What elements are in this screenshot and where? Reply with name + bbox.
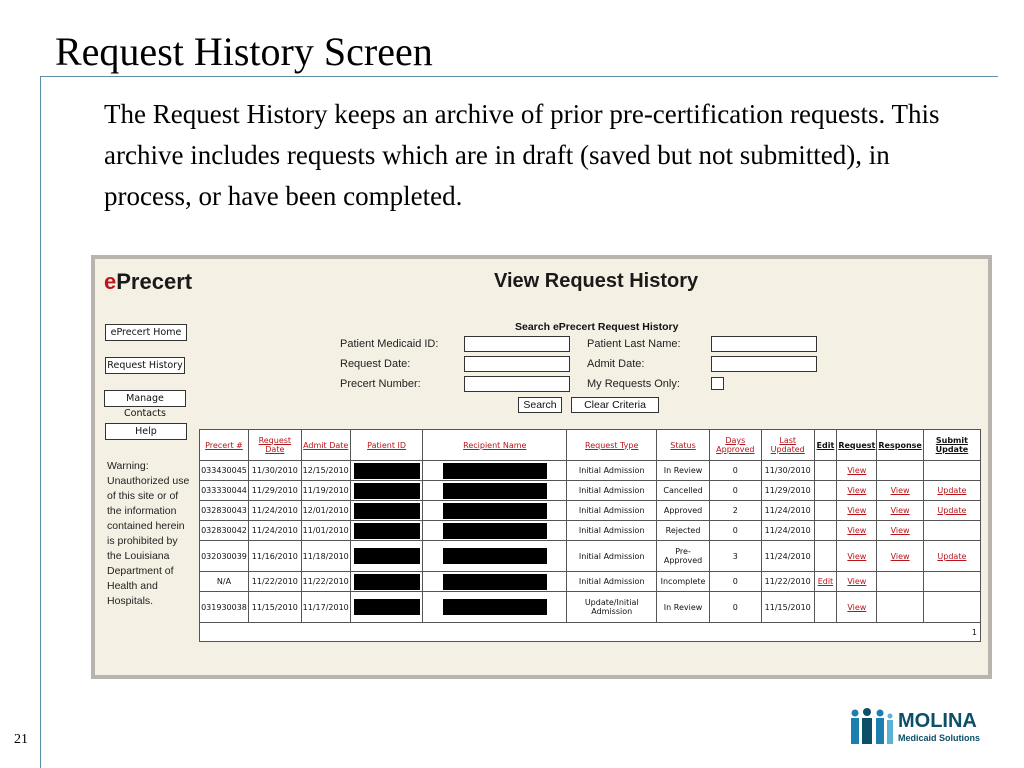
warning-text: Warning: Unauthorized use of this site or of the information contained herein is prohibited by the Louisiana Department of Health and Hospitals. (107, 460, 190, 607)
submit-update-link (923, 461, 980, 481)
col-last-updated[interactable]: Last Updated (761, 430, 814, 461)
request-type-cell: Initial Admission (567, 461, 657, 481)
nav-request-history[interactable]: Request History (105, 357, 185, 374)
last-updated-cell: 11/30/2010 (761, 461, 814, 481)
precert-cell: 032830043 (200, 501, 249, 521)
col-edit: Edit (814, 430, 837, 461)
request-type-cell: Update/Initial Admission (567, 592, 657, 623)
status-cell: Rejected (657, 521, 710, 541)
slide-title: Request History Screen (55, 29, 433, 74)
redaction-bar (354, 483, 420, 499)
recipient-name-cell (423, 592, 567, 623)
recipient-name-cell (423, 501, 567, 521)
slide-number: 21 (14, 732, 28, 747)
col-precert[interactable]: Precert # (200, 430, 249, 461)
admit-date-cell: 11/19/2010 (301, 481, 350, 501)
submit-update-link (923, 592, 980, 623)
redaction-bar (354, 503, 420, 519)
status-cell: Incomplete (657, 572, 710, 592)
redaction-bar (443, 574, 547, 590)
request-view-link[interactable]: View (837, 521, 877, 541)
request-type-cell: Initial Admission (567, 541, 657, 572)
redaction-bar (354, 574, 420, 590)
people-icon (848, 707, 894, 745)
request-date-input[interactable] (464, 356, 570, 372)
table-row (200, 501, 981, 521)
response-view-link[interactable]: View (877, 481, 923, 501)
request-view-link[interactable]: View (837, 501, 877, 521)
request-type-cell: Initial Admission (567, 481, 657, 501)
clear-criteria-button[interactable]: Clear Criteria (571, 397, 659, 413)
request-view-link[interactable]: View (837, 572, 877, 592)
intro-text: The Request History keeps an archive of prior pre-certification requests. This archive includes requests which are in draft (saved but not submitted), in process, or have been completed. (104, 99, 940, 211)
search-button[interactable]: Search (518, 397, 562, 413)
patient-id-cell (350, 541, 423, 572)
status-cell: Approved (657, 501, 710, 521)
response-view-link (877, 461, 923, 481)
col-days-approved[interactable]: Days Approved (709, 430, 761, 461)
table-header-row (200, 430, 981, 461)
patient-last-name-input[interactable] (711, 336, 817, 352)
request-date-cell: 11/24/2010 (248, 521, 301, 541)
last-updated-cell: 11/24/2010 (761, 521, 814, 541)
edit-link[interactable]: Edit (814, 572, 837, 592)
table-row (200, 541, 981, 572)
request-type-cell: Initial Admission (567, 521, 657, 541)
redaction-bar (354, 548, 420, 564)
eprecert-logo[interactable]: ePrecert (104, 269, 193, 294)
redaction-bar (443, 523, 547, 539)
edit-link (814, 592, 837, 623)
request-history-table (199, 429, 981, 642)
redaction-bar (443, 599, 547, 615)
title-rule (40, 76, 998, 77)
admit-date-cell: 12/01/2010 (301, 501, 350, 521)
days-approved-cell: 0 (709, 521, 761, 541)
submit-update-link (923, 572, 980, 592)
col-request: Request (837, 430, 877, 461)
edit-link (814, 501, 837, 521)
my-requests-only-checkbox[interactable] (711, 377, 724, 390)
last-updated-cell: 11/15/2010 (761, 592, 814, 623)
admit-date-cell: 11/18/2010 (301, 541, 350, 572)
patient-id-cell (350, 572, 423, 592)
precert-cell: 032830042 (200, 521, 249, 541)
recipient-name-cell (423, 572, 567, 592)
col-patient-id[interactable]: Patient ID (350, 430, 423, 461)
table-row (200, 481, 981, 501)
response-view-link[interactable]: View (877, 501, 923, 521)
request-date-cell: 11/22/2010 (248, 572, 301, 592)
app-window (95, 259, 988, 675)
edit-link (814, 521, 837, 541)
request-view-link[interactable]: View (837, 541, 877, 572)
admit-date-cell: 11/01/2010 (301, 521, 350, 541)
response-view-link[interactable]: View (877, 521, 923, 541)
status-cell: In Review (657, 592, 710, 623)
redaction-bar (443, 463, 547, 479)
request-date-label: Request Date: (340, 358, 411, 370)
status-cell: Cancelled (657, 481, 710, 501)
table-row (200, 572, 981, 592)
molina-logo (848, 707, 998, 745)
request-date-cell: 11/30/2010 (248, 461, 301, 481)
search-title: Search ePrecert Request History (515, 321, 679, 333)
col-admit-date[interactable]: Admit Date (301, 430, 350, 461)
table-row (200, 592, 981, 623)
submit-update-link[interactable]: Update (923, 541, 980, 572)
edit-link (814, 541, 837, 572)
patient-medicaid-id-input[interactable] (464, 336, 570, 352)
recipient-name-cell (423, 481, 567, 501)
response-view-link (877, 572, 923, 592)
last-updated-cell: 11/24/2010 (761, 541, 814, 572)
last-updated-cell: 11/29/2010 (761, 481, 814, 501)
submit-update-link[interactable]: Update (923, 481, 980, 501)
patient-medicaid-id-label: Patient Medicaid ID: (340, 338, 439, 350)
col-submit-update: Submit Update (923, 430, 980, 461)
redaction-bar (443, 483, 547, 499)
table-row (200, 521, 981, 541)
table-row (200, 461, 981, 481)
precert-cell: 032030039 (200, 541, 249, 572)
logo-wordmark: MOLINA (898, 710, 977, 732)
request-view-link[interactable]: View (837, 461, 877, 481)
request-date-cell: 11/15/2010 (248, 592, 301, 623)
request-date-cell: 11/24/2010 (248, 501, 301, 521)
days-approved-cell: 0 (709, 592, 761, 623)
edit-link (814, 461, 837, 481)
nav-help[interactable]: Help (105, 423, 187, 440)
redaction-bar (443, 503, 547, 519)
submit-update-link (923, 521, 980, 541)
last-updated-cell: 11/24/2010 (761, 501, 814, 521)
redaction-bar (354, 599, 420, 615)
pager-row (200, 623, 981, 642)
nav-eprecert-home[interactable]: ePrecert Home (105, 324, 187, 341)
patient-id-cell (350, 461, 423, 481)
admit-date-cell: 11/22/2010 (301, 572, 350, 592)
edit-link (814, 481, 837, 501)
precert-cell: 033430045 (200, 461, 249, 481)
days-approved-cell: 3 (709, 541, 761, 572)
days-approved-cell: 0 (709, 572, 761, 592)
precert-cell: 031930038 (200, 592, 249, 623)
patient-id-cell (350, 481, 423, 501)
precert-cell: 033330044 (200, 481, 249, 501)
col-recipient-name[interactable]: Recipient Name (423, 430, 567, 461)
request-date-cell: 11/16/2010 (248, 541, 301, 572)
recipient-name-cell (423, 461, 567, 481)
admit-date-cell: 12/15/2010 (301, 461, 350, 481)
admit-date-input[interactable] (711, 356, 817, 372)
response-view-link[interactable]: View (877, 541, 923, 572)
request-type-cell: Initial Admission (567, 572, 657, 592)
redaction-bar (443, 548, 547, 564)
recipient-name-cell (423, 541, 567, 572)
request-date-cell: 11/29/2010 (248, 481, 301, 501)
page-heading: View Request History (494, 270, 699, 292)
precert-cell: N/A (200, 572, 249, 592)
app-screenshot (91, 255, 992, 679)
patient-id-cell (350, 501, 423, 521)
col-status[interactable]: Status (657, 430, 710, 461)
col-request-type[interactable]: Request Type (567, 430, 657, 461)
days-approved-cell: 0 (709, 481, 761, 501)
response-view-link (877, 592, 923, 623)
patient-id-cell (350, 521, 423, 541)
recipient-name-cell (423, 521, 567, 541)
status-cell: In Review (657, 461, 710, 481)
left-rule (40, 76, 41, 768)
precert-number-input[interactable] (464, 376, 570, 392)
precert-number-label: Precert Number: (340, 378, 421, 390)
patient-id-cell (350, 592, 423, 623)
request-view-link[interactable]: View (837, 481, 877, 501)
admit-date-label: Admit Date: (587, 358, 645, 370)
col-request-date[interactable]: Request Date (248, 430, 301, 461)
last-updated-cell: 11/22/2010 (761, 572, 814, 592)
logo-subtitle: Medicaid Solutions (898, 733, 981, 743)
redaction-bar (354, 463, 420, 479)
status-cell: Pre-Approved (657, 541, 710, 572)
nav-manage-contacts[interactable]: Manage Contacts (104, 390, 186, 407)
admit-date-cell: 11/17/2010 (301, 592, 350, 623)
col-response: Response (877, 430, 923, 461)
request-type-cell: Initial Admission (567, 501, 657, 521)
page-number-link[interactable]: 1 (200, 623, 981, 642)
days-approved-cell: 2 (709, 501, 761, 521)
request-view-link[interactable]: View (837, 592, 877, 623)
patient-last-name-label: Patient Last Name: (587, 338, 681, 350)
my-requests-only-label: My Requests Only: (587, 378, 680, 390)
submit-update-link[interactable]: Update (923, 501, 980, 521)
redaction-bar (354, 523, 420, 539)
days-approved-cell: 0 (709, 461, 761, 481)
